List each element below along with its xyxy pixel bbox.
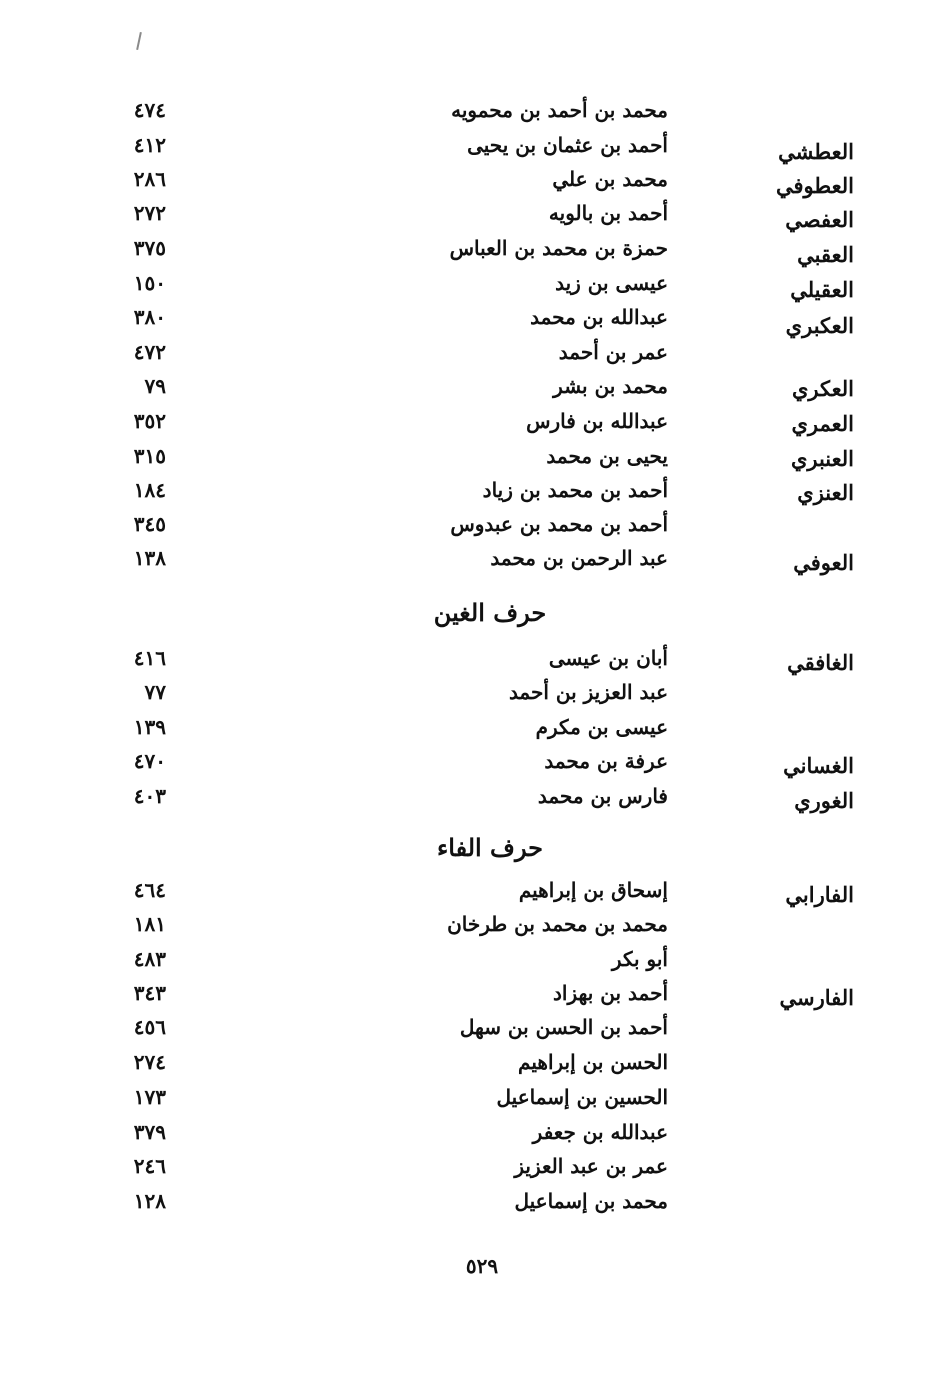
entry-nisba: العكبري [785,313,854,338]
entry-page: ١٥٠ [133,271,166,295]
entry-page: ٧٩ [144,374,166,398]
index-entry [0,912,940,946]
entry-name: أحمد بن محمد بن زياد [482,478,668,502]
index-entry [0,478,940,512]
entry-nisba: العنبري [790,446,854,471]
entry-name: عبدالله بن فارس [526,409,668,433]
entry-name: أحمد بن بهزاد [553,981,668,1005]
entry-page: ٤١٦ [133,646,166,670]
entry-page: ٣٤٥ [133,512,166,536]
index-entry [0,546,940,580]
entry-page: ١٨١ [133,912,166,936]
entry-nisba: العفصي [785,207,854,232]
entry-name: يحيى بن محمد [546,444,668,468]
entry-name: عيسى بن مكرم [535,715,668,739]
entry-page: ١٣٩ [133,715,166,739]
entry-nisba: العطوفي [776,173,854,198]
entry-name: أحمد بن بالويه [548,201,668,225]
entry-page: ٤٨٣ [133,947,166,971]
index-entry [0,374,940,408]
entry-name: عبد العزيز بن أحمد [508,680,668,704]
index-entry [0,98,940,132]
entry-name: أبو بكر [611,947,668,971]
index-entry [0,409,940,443]
index-entry [0,444,940,478]
entry-nisba: العوفي [793,550,854,575]
entry-name: محمد بن إسماعيل [514,1189,668,1213]
entry-nisba: العمري [791,411,854,436]
index-entry [0,646,940,680]
page-number: ٥٢٩ [465,1254,499,1278]
index-entry [0,1085,940,1119]
entry-name: عبد الرحمن بن محمد [490,546,668,570]
entry-nisba: العكري [792,376,854,401]
entry-nisba: العنزي [797,480,854,505]
entry-page: ٣٥٢ [133,409,166,433]
entry-name: محمد بن علي [552,167,668,191]
entry-nisba: الغافقي [787,650,854,675]
index-entry [0,784,940,818]
entry-nisba: الفارابي [785,882,854,907]
entry-page: ٤١٢ [133,133,166,157]
index-entry [0,133,940,167]
entry-nisba: الغساني [783,753,854,778]
index-entry [0,715,940,749]
entry-name: أحمد بن الحسن بن سهل [459,1015,668,1039]
entry-nisba: العطشي [778,139,854,164]
entry-name: عبدالله بن محمد [530,305,668,329]
index-entry [0,512,940,546]
entry-page: ٣١٥ [133,444,166,468]
entry-page: ٧٧ [144,680,166,704]
entry-name: أحمد بن عثمان بن يحيى [467,133,668,157]
index-entry [0,947,940,981]
entry-page: ٣٧٥ [133,236,166,260]
entry-page: ١٨٤ [133,478,166,502]
entry-name: أبان بن عيسى [548,646,668,670]
entry-nisba: الغوري [794,788,854,813]
index-entry [0,340,940,374]
index-entry [0,305,940,339]
entry-page: ٣٤٣ [133,981,166,1005]
entry-page: ٤٧٤ [133,98,166,122]
index-entry [0,271,940,305]
section-heading-ghain: حرف الغين [433,598,547,627]
entry-name: إسحاق بن إبراهيم [518,878,668,902]
entry-page: ٢٤٦ [133,1154,166,1178]
entry-page: ٤٠٣ [133,784,166,808]
entry-page: ٣٧٩ [133,1120,166,1144]
entry-page: ٤٦٤ [133,878,166,902]
entry-name: عيسى بن زيد [555,271,668,295]
index-entry [0,1050,940,1084]
index-entry [0,680,940,714]
entry-page: ١٧٣ [133,1085,166,1109]
entry-name: محمد بن محمد بن طرخان [447,912,668,936]
entry-page: ٢٧٢ [133,201,166,225]
entry-name: حمزة بن محمد بن العباس [449,236,668,260]
entry-name: محمد بن بشر [553,374,668,398]
index-entry [0,1154,940,1188]
entry-page: ٣٨٠ [133,305,166,329]
entry-nisba: الفارسي [779,985,854,1010]
index-entry [0,236,940,270]
entry-name: الحسن بن إبراهيم [518,1050,668,1074]
entry-page: ٢٧٤ [133,1050,166,1074]
index-entry [0,981,940,1015]
entry-name: محمد بن أحمد بن محمويه [451,98,668,122]
entry-page: ٢٨٦ [133,167,166,191]
entry-name: عرفة بن محمد [544,749,668,773]
entry-name: عبدالله بن جعفر [532,1120,668,1144]
index-entry [0,201,940,235]
section-heading-fa: حرف الفاء [436,833,544,862]
index-entry [0,1120,940,1154]
index-entry [0,749,940,783]
entry-page: ٤٧٠ [133,749,166,773]
index-entry [0,167,940,201]
entry-name: عمر بن عبد العزيز [514,1154,668,1178]
entry-name: عمر بن أحمد [558,340,668,364]
entry-nisba: العقبي [797,242,854,267]
entry-page: ٤٧٢ [133,340,166,364]
index-entry [0,1189,940,1223]
margin-mark [136,32,142,50]
entry-nisba: العقيلي [790,277,854,302]
index-entry [0,878,940,912]
entry-name: أحمد بن محمد بن عبدوس [450,512,668,536]
entry-page: ١٣٨ [133,546,166,570]
index-entry [0,1015,940,1049]
entry-name: فارس بن محمد [537,784,668,808]
entry-page: ١٢٨ [133,1189,166,1213]
entry-name: الحسين بن إسماعيل [496,1085,668,1109]
entry-page: ٤٥٦ [133,1015,166,1039]
